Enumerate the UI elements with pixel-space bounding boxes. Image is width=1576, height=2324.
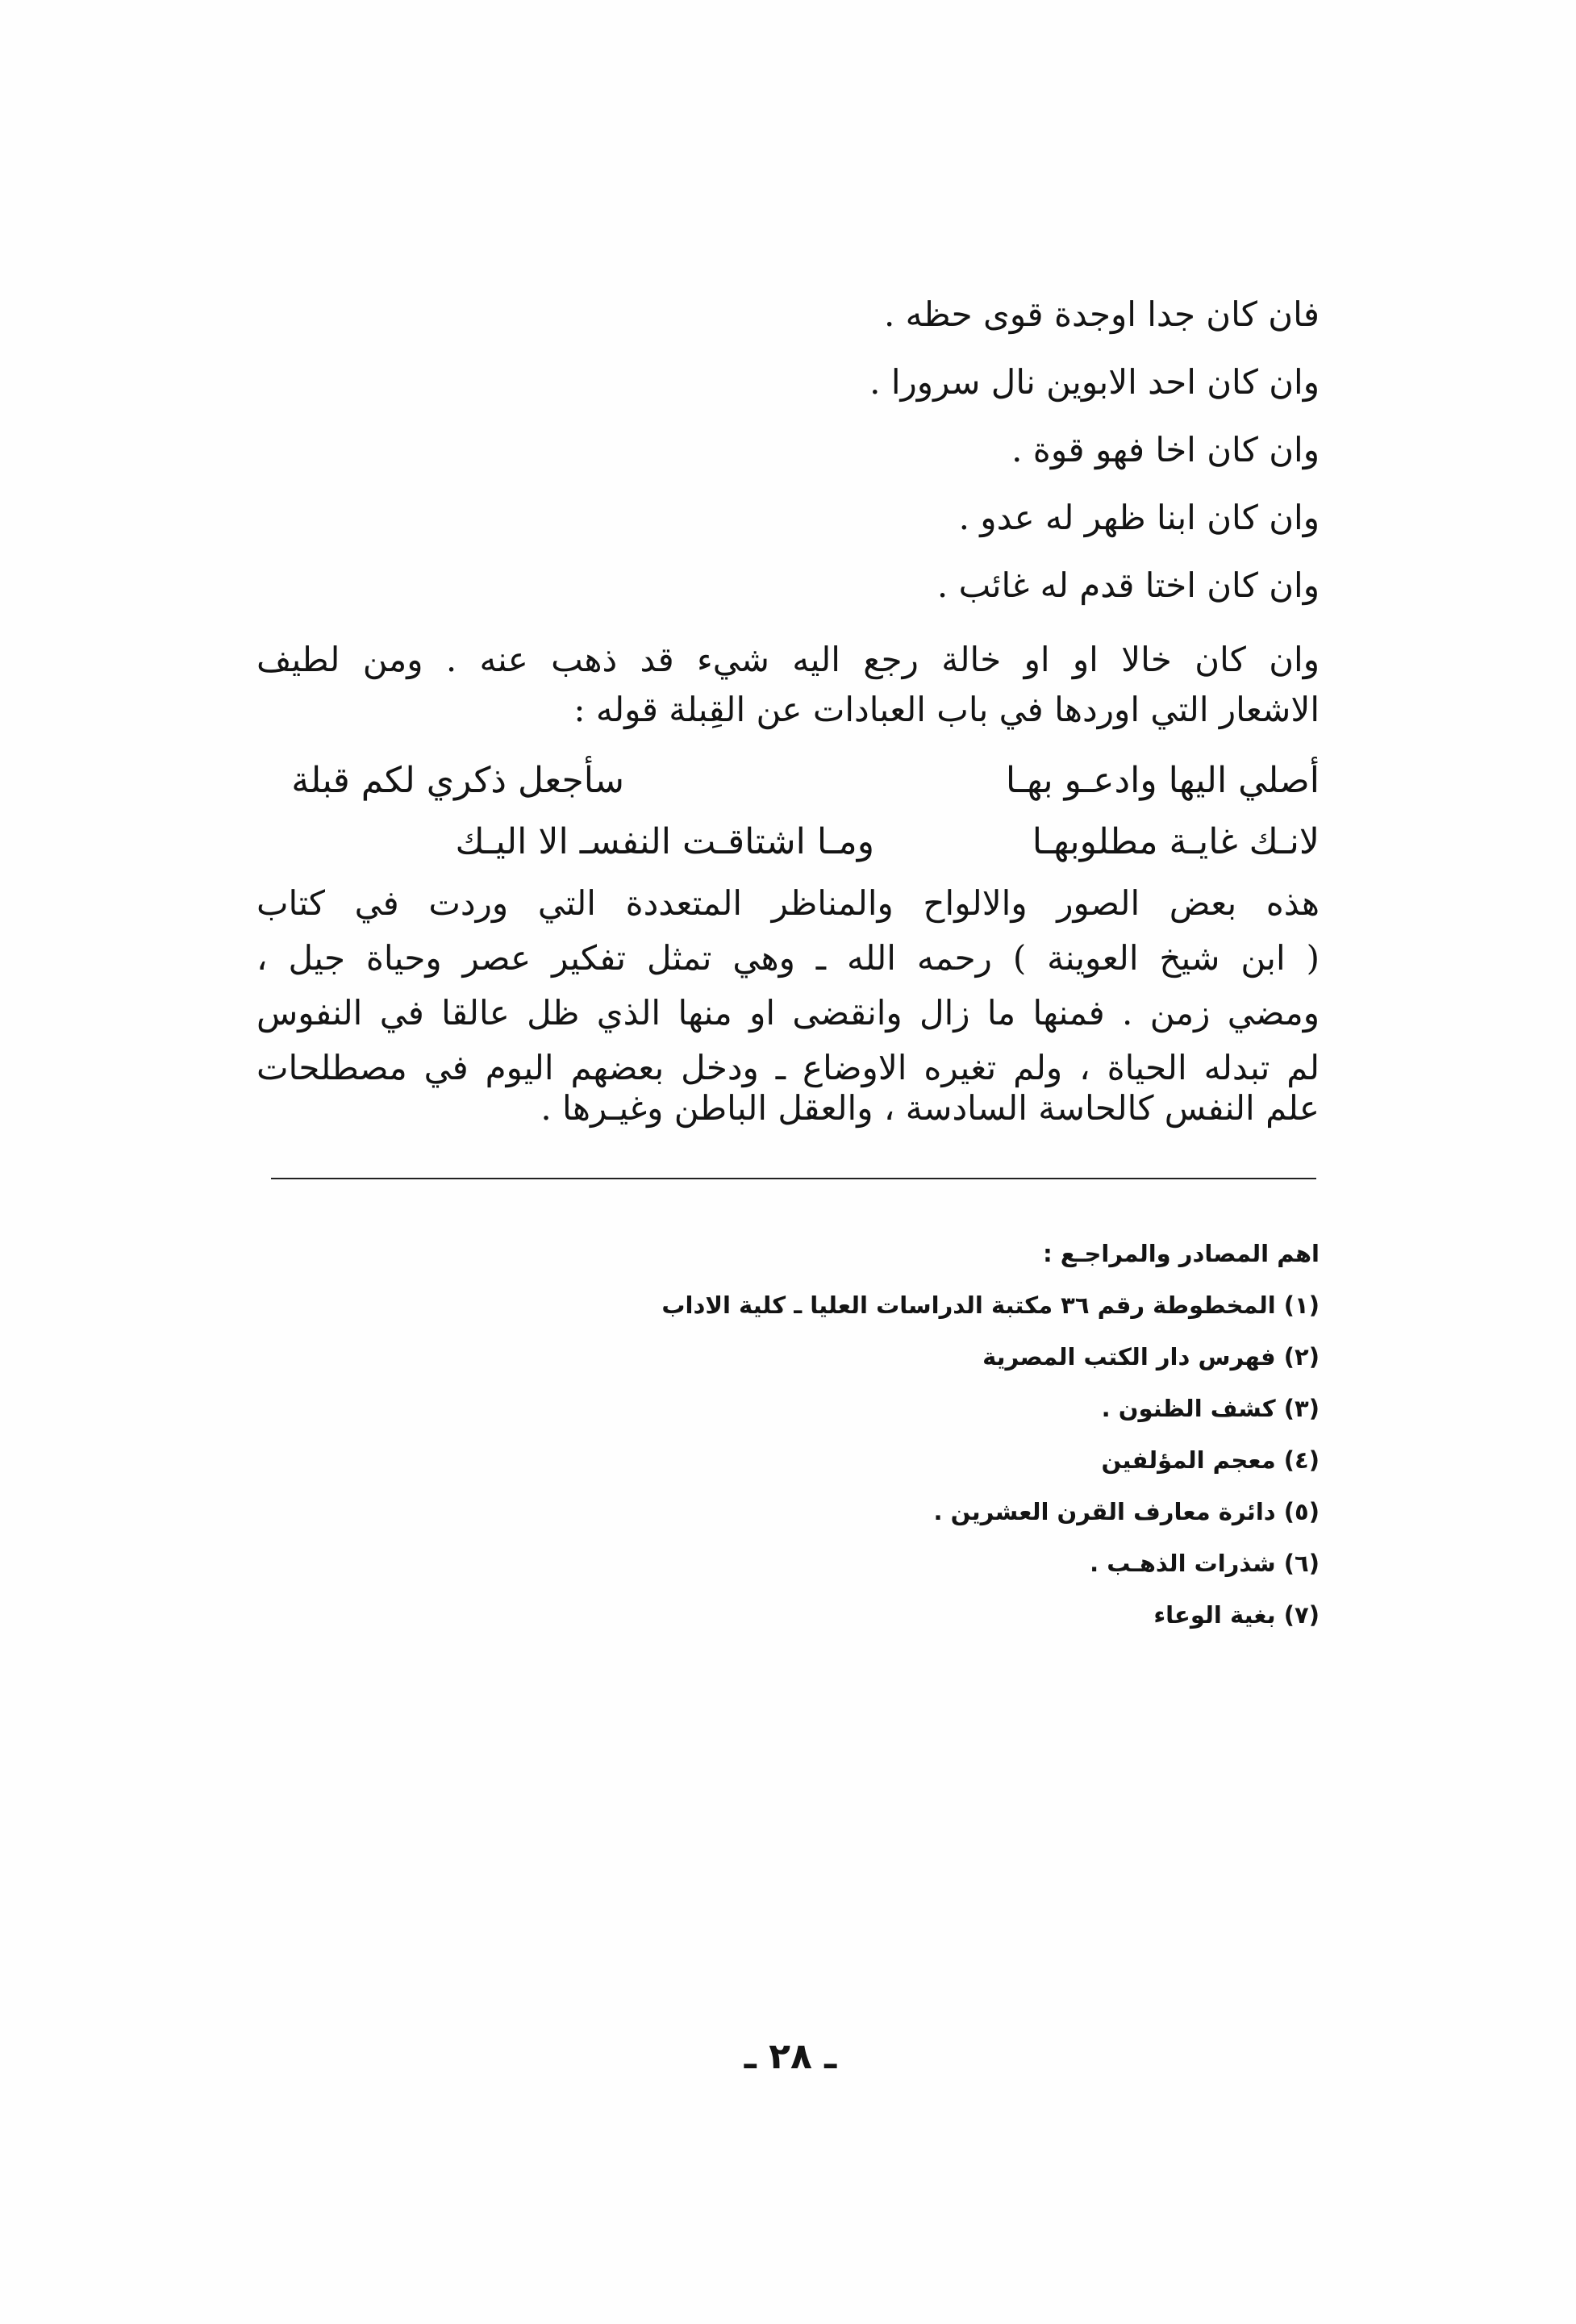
reference-item [1153, 1599, 1320, 1631]
verse-first-hemistich: ومـا اشتاقـت النفسـ الا اليـك [455, 821, 874, 862]
verse-second-hemistich: لانـك غايـة مطلوبهـا [1032, 821, 1320, 862]
reference-text: دائرة معارف القرن العشرين . [933, 1498, 1276, 1525]
body-line: فان كان جدا اوجدة قوى حظه . [883, 294, 1320, 334]
paragraph-line: لم تبدله الحياة ، ولم تغيره الاوضاع ـ ودخل بعضهم اليوم في مصطلحات [256, 1048, 1320, 1087]
paragraph-line: ( ابن شيخ العوينة ) رحمه الله ـ وهي تمثل تفكير عصر وحياة جيل ، [256, 938, 1320, 978]
reference-text: شذرات الذهـب . [1090, 1550, 1276, 1577]
paragraph-line: ومضي زمن . فمنها ما زال وانقضى او منها الذي ظل عالقا في النفوس [256, 993, 1320, 1033]
reference-item [1101, 1444, 1320, 1476]
reference-text: فهرس دار الكتب المصرية [982, 1343, 1276, 1371]
reference-item [982, 1341, 1320, 1373]
reference-number: (٦) [1283, 1550, 1320, 1577]
reference-item [934, 1496, 1320, 1528]
verse-first-hemistich: سأجعل ذكري لكم قبلة [291, 760, 624, 801]
reference-number: (٢) [1283, 1343, 1320, 1371]
page-number: ـ ٢٨ ـ [744, 2036, 837, 2077]
reference-number: (١) [1283, 1291, 1320, 1319]
reference-text: كشف الظنون . [1101, 1395, 1276, 1422]
verse-second-hemistich: أصلي اليها وادعـو بهـا [1005, 760, 1320, 801]
reference-text: معجم المؤلفين [1101, 1446, 1276, 1474]
body-line: وان كان ابنا ظهر له عدو . [958, 498, 1320, 537]
reference-item [661, 1289, 1320, 1321]
paragraph-line: علم النفس كالحاسة السادسة ، والعقل الباطن وغيـرها . [540, 1088, 1320, 1128]
body-line: وان كان احد الابوين نال سرورا . [869, 362, 1320, 402]
body-line: وان كان خالا او او خالة رجع اليه شيء قد ذهب عنه . ومن لطيف [256, 640, 1320, 679]
body-line: وان كان اختا قدم له غائب . [936, 565, 1320, 605]
body-line: وان كان اخا فهو قوة . [1011, 430, 1320, 469]
reference-item [1102, 1392, 1320, 1425]
references [256, 0, 1320, 1646]
reference-number: (٧) [1283, 1601, 1320, 1629]
reference-number: (٤) [1283, 1446, 1320, 1474]
reference-item [1090, 1547, 1320, 1579]
reference-number: (٥) [1283, 1498, 1320, 1525]
reference-number: (٣) [1283, 1395, 1320, 1422]
references-heading: اهم المصادر والمراجـع : [1043, 1240, 1320, 1267]
reference-text: بغية الوعاء [1153, 1601, 1276, 1629]
paragraph-line: هذه بعض الصور والالواح والمناظر المتعددة التي وردت في كتاب [256, 883, 1320, 923]
body-line: الاشعار التي اوردها في باب العبادات عن القِبلة قوله : [573, 690, 1320, 729]
reference-text: المخطوطة رقم ٣٦ مكتبة الدراسات العليا ـ كلية الاداب [661, 1291, 1276, 1319]
